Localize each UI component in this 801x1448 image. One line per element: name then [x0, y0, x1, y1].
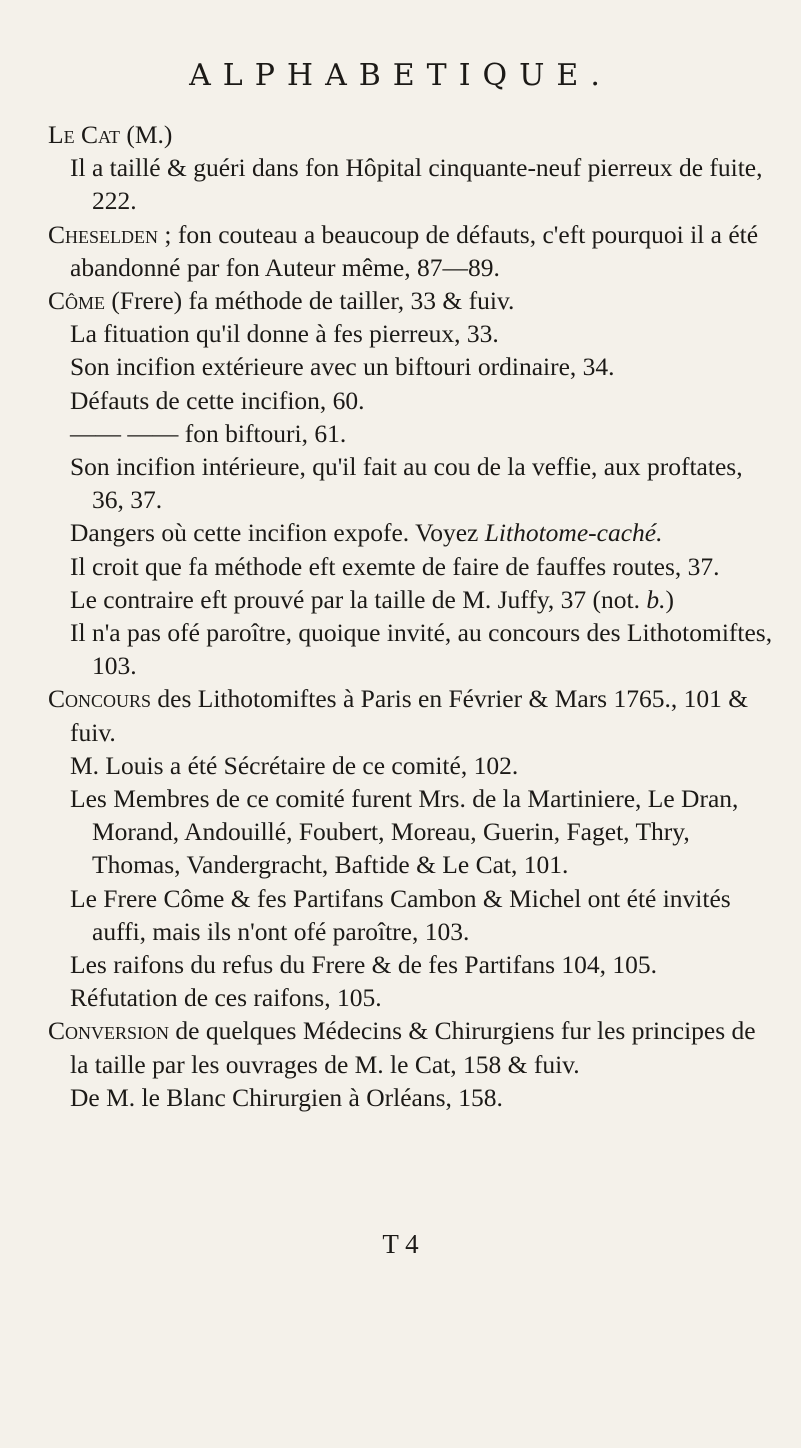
- entry-text: des Lithotomiftes à Paris en Février & Mars 1765., 101 & fuiv.: [70, 684, 749, 747]
- index-subentry: [48, 516, 778, 549]
- entry-headword: Le Cat: [48, 120, 120, 149]
- entry-text-after: ): [665, 584, 675, 614]
- index-subentry: [48, 384, 778, 417]
- running-head: ALPHABETIQUE.: [189, 58, 612, 93]
- entry-text: ; fon couteau a beaucoup de défauts, c'eft pourquoi il a été abandonné par fon Auteur même, 87—89.: [70, 219, 759, 282]
- entry-text: (M.): [119, 120, 173, 149]
- index-entry: [48, 682, 778, 748]
- index-subentry: [48, 981, 778, 1014]
- entry-text: Défauts de cette incifion, 60.: [70, 385, 365, 415]
- entry-text: Il a taillé & guéri dans fon Hôpital cinquante-neuf pierreux de fuite, 222.: [70, 153, 763, 216]
- entry-headword: Concours: [48, 684, 152, 714]
- signature-mark: T 4: [382, 1229, 419, 1259]
- index-subentry: [48, 317, 778, 350]
- entry-text: Dangers où cette incifion expofe. Voyez: [70, 518, 485, 548]
- index-subentry: [48, 1081, 778, 1114]
- index-entry: [48, 1014, 778, 1080]
- index-subentry: [48, 616, 778, 682]
- entry-text: —— —— fon biftouri, 61.: [70, 418, 347, 448]
- index-entry: [48, 218, 778, 284]
- index-subentry: [48, 583, 778, 616]
- entry-italic: b.: [646, 584, 666, 614]
- entry-text: La fituation qu'il donne à fes pierreux, 33.: [70, 319, 499, 349]
- index-subentry: [48, 550, 778, 583]
- entry-headword: Côme: [48, 286, 106, 316]
- index-subentry: [48, 782, 778, 882]
- index-subentry: [48, 948, 778, 981]
- index-body: [48, 118, 778, 1114]
- index-subentry: [48, 882, 778, 948]
- entry-headword: Cheselden: [48, 219, 158, 249]
- entry-headword: Conversion: [48, 1016, 170, 1046]
- entry-text: Réfutation de ces raifons, 105.: [70, 983, 382, 1013]
- entry-text: Il croit que fa méthode eft exemte de faire de fauffes routes, 37.: [70, 551, 720, 581]
- index-entry: [48, 118, 778, 151]
- index-subentry: [48, 749, 778, 782]
- entry-text: Son incifion extérieure avec un biftouri ordinaire, 34.: [70, 352, 615, 382]
- entry-text: Les Membres de ce comité furent Mrs. de la Martiniere, Le Dran, Morand, Andouillé, Foubert, Moreau, Guerin, Faget, Thry, Thomas, Vandergracht, Baftide & Le Cat, 101.: [70, 784, 739, 880]
- index-subentry: [48, 151, 778, 217]
- entry-italic: Lithotome-caché.: [484, 518, 663, 548]
- index-subentry: [48, 350, 778, 383]
- index-subentry: [48, 417, 778, 450]
- entry-text: (Frere) fa méthode de tailler, 33 & fuiv.: [105, 286, 515, 316]
- entry-text: de quelques Médecins & Chirurgiens fur les principes de la taille par les ouvrages de M. le Cat, 158 & fuiv.: [70, 1016, 756, 1079]
- entry-text: De M. le Blanc Chirurgien à Orléans, 158.: [70, 1082, 503, 1112]
- index-entry: [48, 284, 778, 317]
- entry-text: M. Louis a été Sécrétaire de ce comité, 102.: [70, 750, 519, 780]
- entry-text: Le Frere Côme & fes Partifans Cambon & Michel ont été invités auffi, mais ils n'ont ofé paroître, 103.: [70, 883, 731, 946]
- entry-text: Les raifons du refus du Frere & de fes Partifans 104, 105.: [70, 950, 658, 980]
- entry-text: Il n'a pas ofé paroître, quoique invité, au concours des Lithotomiftes, 103.: [70, 618, 773, 681]
- entry-text: Le contraire eft prouvé par la taille de M. Juffy, 37 (not.: [70, 584, 647, 614]
- entry-text: Son incifion intérieure, qu'il fait au cou de la veffie, aux proftates, 36, 37.: [70, 452, 743, 515]
- index-subentry: [48, 450, 778, 516]
